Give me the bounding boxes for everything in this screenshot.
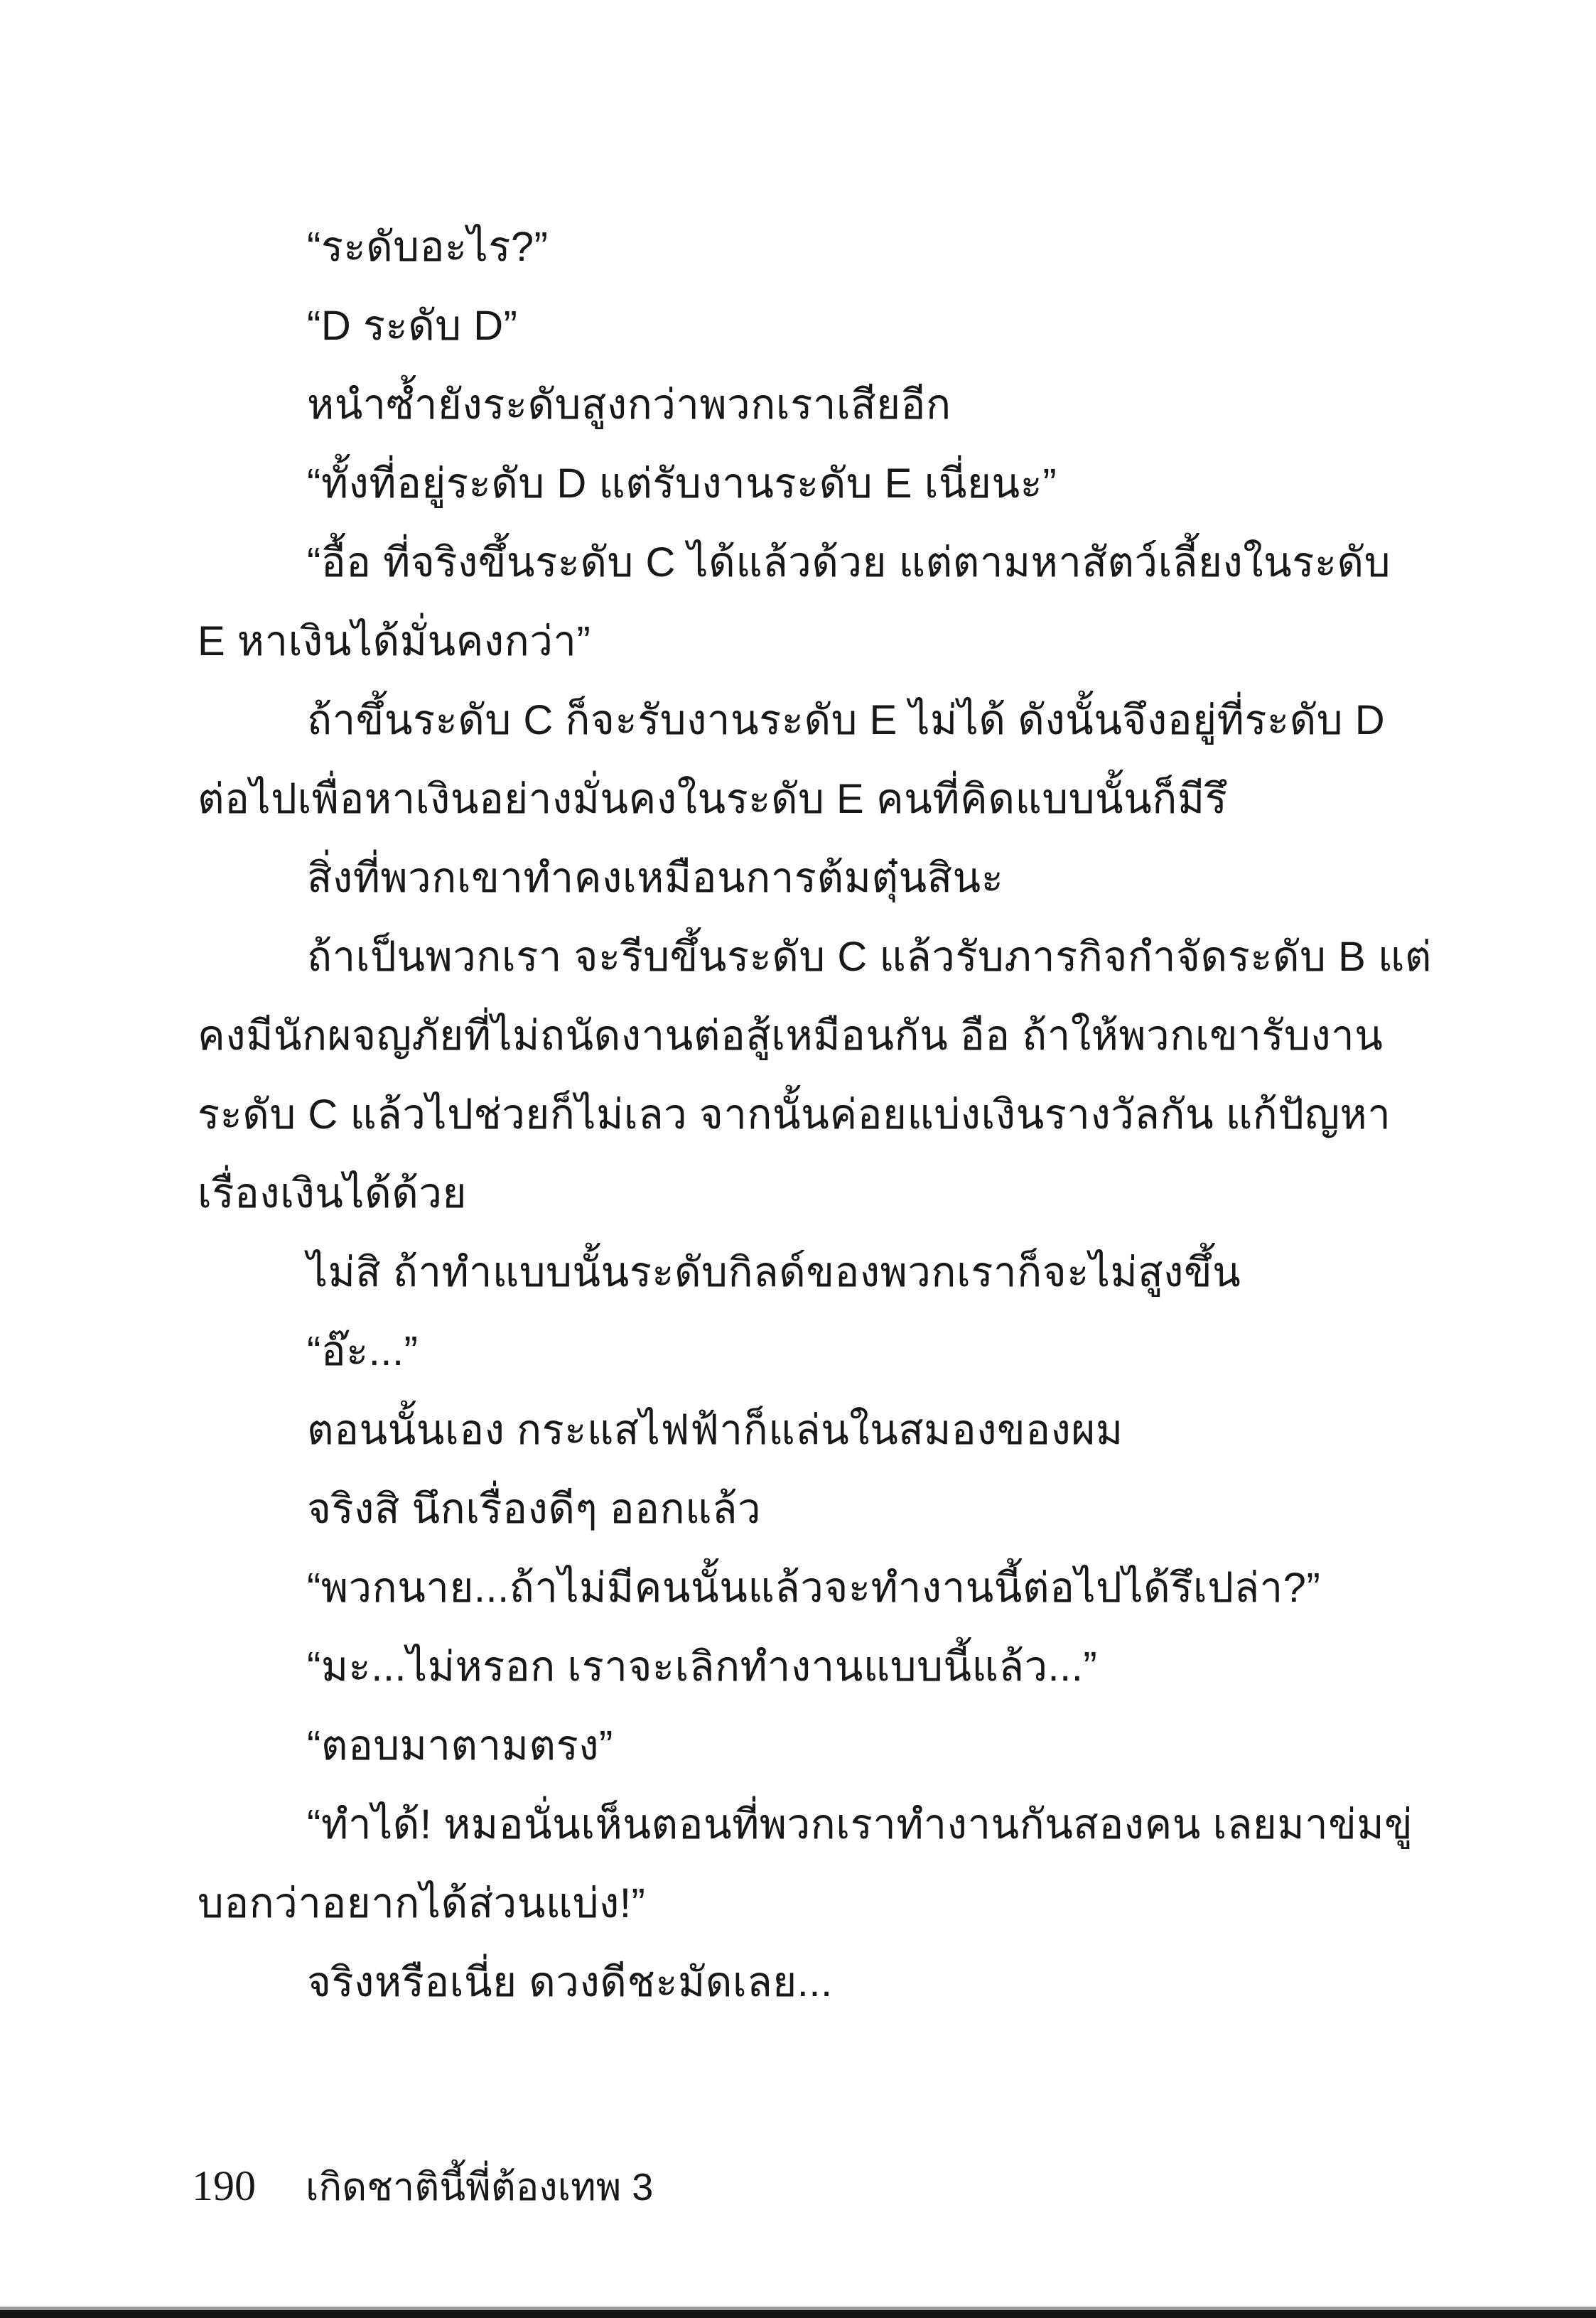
- text-line: คงมีนักผจญภัยที่ไม่ถนัดงานต่อสู้เหมือนกัน อือ ถ้าให้พวกเขารับงาน: [198, 1013, 1384, 1059]
- text-line: สิ่งที่พวกเขาทำคงเหมือนการต้มตุ๋นสินะ: [307, 855, 1004, 901]
- text-line: “ระดับอะไร?”: [307, 224, 549, 270]
- text-line: ถ้าเป็นพวกเรา จะรีบขึ้นระดับ C แล้วรับภารกิจกำจัดระดับ B แต่: [307, 934, 1432, 980]
- text-line: “ตอบมาตามตรง”: [307, 1723, 613, 1769]
- text-line: “D ระดับ D”: [307, 303, 518, 349]
- text-line: ไม่สิ ถ้าทำแบบนั้นระดับกิลด์ของพวกเราก็จะไม่สูงขึ้น: [307, 1249, 1241, 1295]
- bottom-black-line: [0, 2310, 1596, 2318]
- text-line: E หาเงินได้มั่นคงกว่า”: [198, 618, 591, 664]
- text-line: ถ้าขึ้นระดับ C ก็จะรับงานระดับ E ไม่ได้ ดังนั้นจึงอยู่ที่ระดับ D: [307, 697, 1386, 743]
- text-line: บอกว่าอยากได้ส่วนแบ่ง!”: [198, 1880, 646, 1926]
- page-footer: [192, 2160, 653, 2213]
- text-line: ระดับ C แล้วไปช่วยก็ไม่เลว จากนั้นค่อยแบ่งเงินรางวัลกัน แก้ปัญหา: [198, 1091, 1391, 1138]
- bottom-edge-bar: [0, 2307, 1596, 2318]
- page-number: 190: [192, 2162, 256, 2209]
- text-line: “ทั้งที่อยู่ระดับ D แต่รับงานระดับ E เนี่ยนะ”: [307, 460, 1057, 507]
- page-body: [198, 207, 1432, 2022]
- text-line: “ทำได้! หมอนั่นเห็นตอนที่พวกเราทำงานกันสองคน เลยมาข่มขู่: [307, 1801, 1413, 1848]
- text-line: “มะ...ไม่หรอก เราจะเลิกทำงานแบบนี้แล้ว...”: [307, 1644, 1098, 1690]
- text-line: ต่อไปเพื่อหาเงินอย่างมั่นคงในระดับ E คนที่คิดแบบนั้นก็มีรึ: [198, 776, 1228, 822]
- text-line: จริงหรือเนี่ย ดวงดีชะมัดเลย...: [307, 1959, 833, 2005]
- text-line: “อื้อ ที่จริงขึ้นระดับ C ได้แล้วด้วย แต่ตามหาสัตว์เลี้ยงในระดับ: [307, 539, 1391, 586]
- text-line: ตอนนั้นเอง กระแสไฟฟ้าก็แล่นในสมองของผม: [307, 1407, 1123, 1453]
- text-line: หนำซ้ำยังระดับสูงกว่าพวกเราเสียอีก: [307, 382, 951, 428]
- book-title: เกิดชาตินี้พี่ต้องเทพ 3: [306, 2166, 654, 2209]
- text-line: “อ๊ะ...”: [307, 1328, 419, 1374]
- text-line: “พวกนาย...ถ้าไม่มีคนนั้นแล้วจะทำงานนี้ต่อไปได้รึเปล่า?”: [307, 1565, 1321, 1611]
- text-line: เรื่องเงินได้ด้วย: [198, 1170, 467, 1217]
- text-line: จริงสิ นึกเรื่องดีๆ ออกแล้ว: [307, 1486, 762, 1532]
